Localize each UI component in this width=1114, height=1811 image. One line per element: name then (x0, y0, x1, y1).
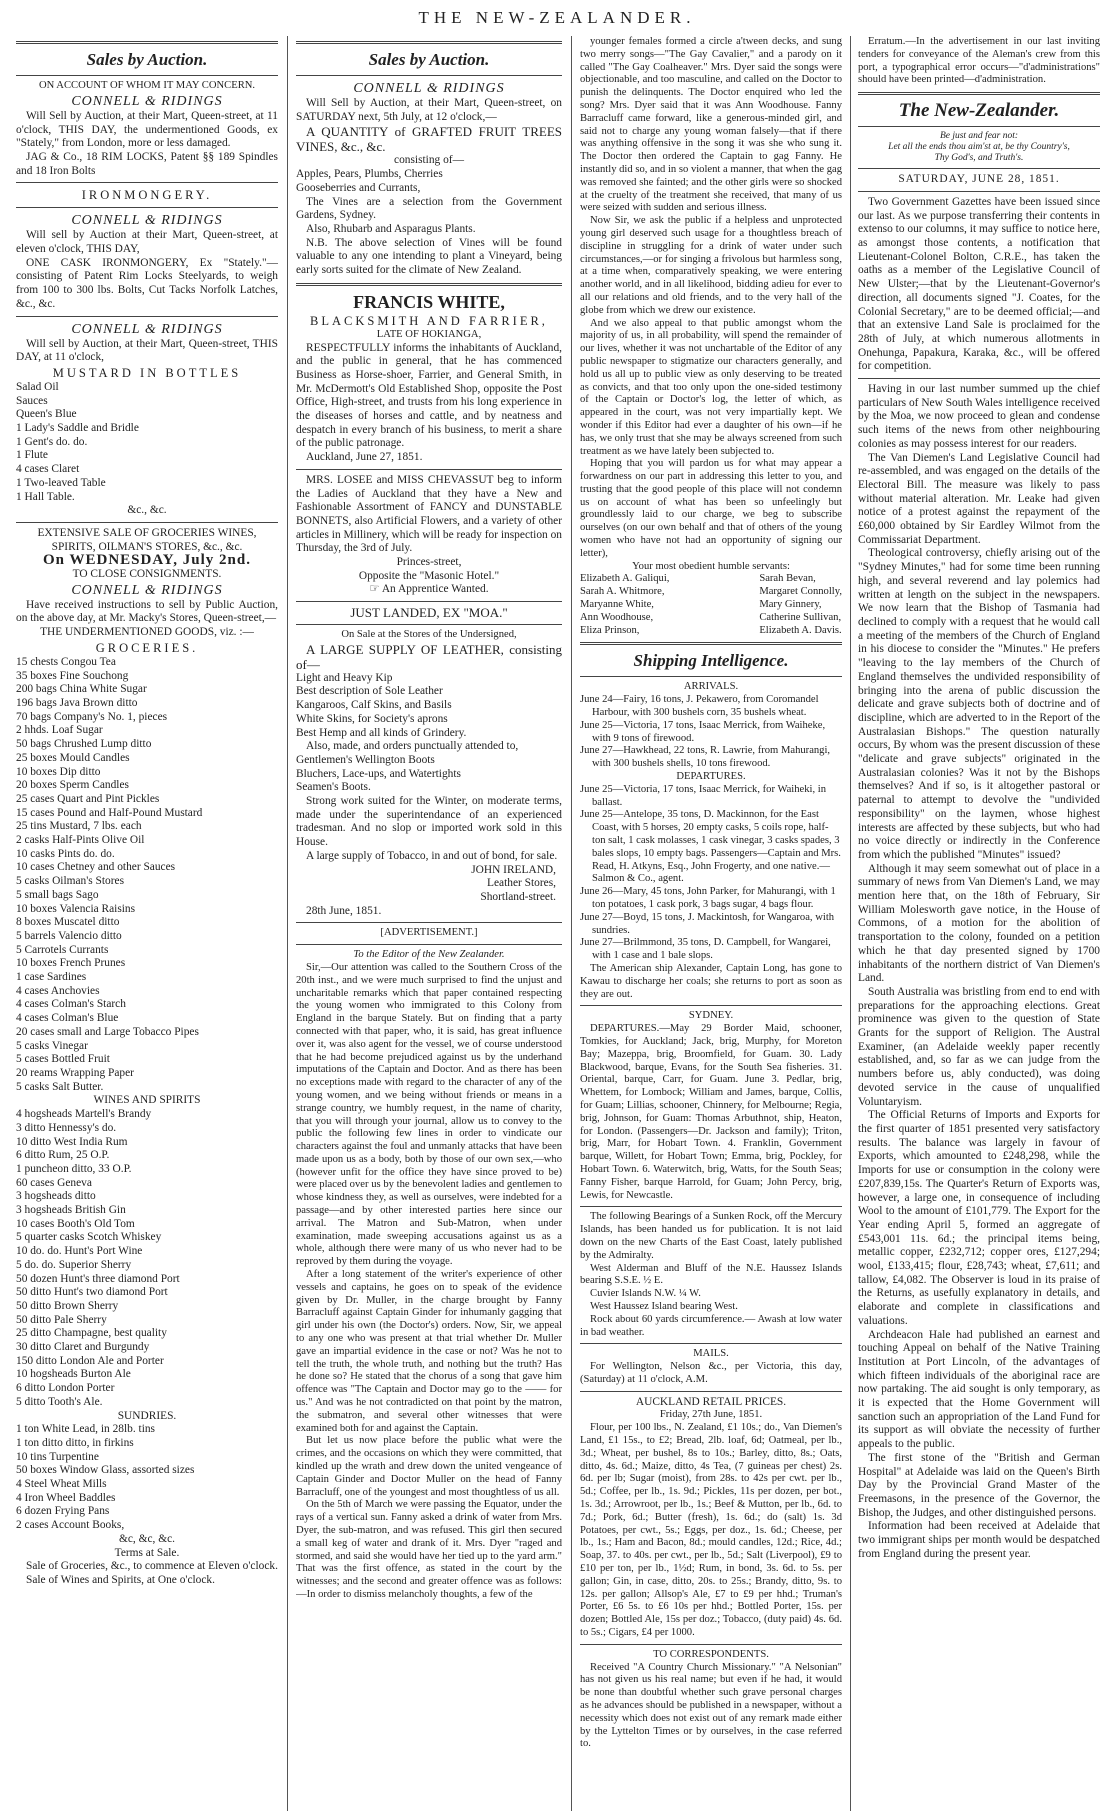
column-3 (580, 36, 842, 1811)
subheading: EXTENSIVE SALE OF GROCERIES WINES, SPIRITS, OILMAN'S STORES, &c., &c. (37, 526, 257, 553)
list-item: Sauces (16, 394, 48, 407)
list-item: 4 Steel Wheat Mills (16, 1478, 107, 1491)
subheading: IRONMONGERY. (81, 188, 213, 203)
list-item: 2 hhds. Loaf Sugar (16, 724, 103, 737)
list-item: June 27—Hawkhead, 22 tons, R. Lawrie, from Mahurangi, with 300 bushels shells, 10 tons firewood. (580, 745, 831, 770)
list-item: June 27—Boyd, 15 tons, J. Mackintosh, for Wangaroa, with sundries. (580, 911, 835, 936)
notice-line: ☞ An Apprentice Wanted. (369, 583, 489, 596)
list-item: 1 Two-leaved Table (16, 476, 106, 489)
ad-title: JUST LANDED, EX "MOA." (350, 605, 508, 621)
list-item: 50 ditto Hunt's two diamond Port (16, 1286, 168, 1299)
list-item: 1 ton White Lead, in 28lb. tins (16, 1423, 155, 1436)
divider (580, 642, 842, 645)
signatory-column (580, 573, 669, 637)
list-item: Light and Heavy Kip (296, 671, 393, 684)
list-item: 15 chests Congou Tea (16, 655, 116, 668)
signatory-name: Sarah Bevan, (759, 573, 816, 585)
signatory-name: Ann Woodhouse, (580, 611, 654, 623)
list-item: 10 boxes French Prunes (16, 957, 126, 970)
list-item: 1 Flute (16, 449, 48, 462)
list-item: 50 ditto Pale Sherry (16, 1313, 107, 1326)
paragraph: After a long statement of the writer's experience of other vessels and captains, he goes on to speak of the evidence given by Dr. Muller, in the charge brought by Fanny Barracluff against Captain Ginder for inhumanly gagging that girl under his own (the Doctor's) orders. Now, Sir, we appeal to any one who was present at that trial whether Dr. Muller gave an impartial evidence in the case or not? Was he not to tell the truth, the whole truth, and nothing but the truth? Has he done so? He stated that the chorus of a song that gave him offence was "The Captain and Doctor may go to the —— for us." And was he not contradicted on that point by the matron, the submatron, and several other witnesses that were examined both for and against the Captain. (296, 1269, 562, 1434)
list-item: 10 boxes Valencia Raisins (16, 902, 136, 915)
divider (580, 1005, 842, 1006)
list-item: June 25—Victoria, 17 tons, Isaac Merrick, from Waiheke, with 9 tons of firewood. (580, 719, 826, 744)
list-item: 20 boxes Sperm Candles (16, 779, 129, 792)
divider (16, 522, 278, 523)
terms: Terms at Sale. (114, 1546, 180, 1559)
signature-line: Leather Stores, (487, 877, 556, 890)
signatory-name: Mary Ginnery, (759, 599, 822, 611)
paragraph: Received "A Country Church Missionary." "A Nelsonian" has not given us his real name; but even if he had, it would be none than doubtful whether such grave personal charges as he advances should be published in a newspaper, without a necessity which does not exist out of any remark made either by the Lyttelton Times or by ourselves, in the case referred to. (580, 1661, 842, 1750)
list-item: Best description of Sole Leather (296, 685, 443, 698)
address-line: Princes-street, (396, 556, 462, 569)
letter-heading: To the Editor of the New Zealander. (353, 949, 505, 961)
motto: Be just and fear not: Let all the ends thou aim'st at, be thy Country's, Thy God's, and Truth's. (888, 131, 1070, 164)
paragraph: Will Sell by Auction, at their Mart, Queen-street, on SATURDAY next, 5th July, at 12 o'clock,— (296, 97, 562, 123)
list-item: 1 Lady's Saddle and Bridle (16, 422, 139, 435)
subheading: SYDNEY. (688, 1010, 734, 1022)
signatory-name: Elizabeth A. Galiqui, (580, 573, 670, 585)
divider (580, 1391, 842, 1392)
signature-line: Shortland-street. (480, 890, 556, 903)
paragraph: Sir,—Our attention was called to the Southern Cross of the 20th inst., and we were much surprised to find the unjust and uncharitable remarks which that paper contained respecting the young women who immigrated to this Colony from England in the barque Stately. But on finding that a party connected with that paper, who, it is said, has great influence over it, was also agent for the vessel, we of course understood that he had become prejudiced against us by the underhand imputations of the Captain and Doctor. And as there has been no exceptions made with regard to the character of any of the young women, and we being without friends or means in a strange country, we humbly request, in the name of charity, that you will through your journal, allow us to convey to the public the following few lines in order to vindicate our characters against the foul and unmanly attacks that have been made upon us as a body, both by those of our own sex,—who (however unfit for the office they have since proved to be) were placed over us by the benevolent ladies and gentlemen to whose kindness they, as well as ourselves, were indebted for a passage—and by other interested parties here since our arrival. The Matron and Sub-Matron, when under examination, made sweeping accusations against us as a whole, although there were many of us who never had to be reproved by them during the voyage. (296, 961, 562, 1268)
paragraph: Have received instructions to sell by Public Auction, on the above day, at Mr. Macky's Stores, Queen-street,— (16, 598, 278, 625)
sale-date: On WEDNESDAY, July 2nd. (43, 552, 251, 569)
column-4 (858, 36, 1100, 1811)
date-line: Auckland, June 27, 1851. (306, 451, 423, 464)
line: On Sale at the Stores of the Undersigned, (341, 628, 517, 640)
paragraph: Two Government Gazettes have been issued since our last. As we purpose transferring their contents in extenso to our columns, it may suffice to notice here, as amongst those contents, a notification that Lieutenant-Colonel Bolton, C.R.E., has taken the oaths as a member of the Legislative Council of New Ulster;—that by the Lieutenant-Governor's direction, all documents signed "J. Coates, for the Colonial Secretary," are to be deemed official;—and that an extensive Land Sale is proclaimed for the 28th of July, at which numerous allotments in Onehunga, Papakura, Karaka, &c., will be offered for competition. (858, 195, 1100, 373)
paragraph: Having in our last number summed up the chief particulars of New South Wales intelligence received by the Moa, we now proceed to glean and condense such items of the news from other neighbouring colonies as may possess interest for our readers. (858, 383, 1100, 450)
divider (16, 316, 278, 317)
list-item: 1 ton ditto ditto, in firkins (16, 1436, 134, 1449)
divider (296, 922, 562, 923)
divider (296, 469, 562, 470)
list-item: June 27—Brilmmond, 35 tons, D. Campbell, for Wangarei, with 1 case and 1 bale slops. (580, 937, 831, 962)
list-item: Queen's Blue (16, 408, 77, 421)
divider (858, 378, 1100, 379)
divider (16, 182, 278, 183)
list-item: 4 cases Colman's Blue (16, 1012, 119, 1025)
paragraph: Also, Rhubarb and Asparagus Plants. (306, 222, 476, 235)
list-item: Kangaroos, Calf Skins, and Basils (296, 699, 452, 712)
signatory-name: Catherine Sullivan, (759, 611, 842, 623)
paragraph: Flour, per 100 lbs., N. Zealand, £1 10s.; do., Van Diemen's Land, £1 15s., to £2; Bread, 2lb. loaf, 6d; Oatmeal, per lb., 3d.; Wheat, per bushel, 8s to 10s.; Barley, ditto, 8s.; Oats, ditto, 4s. 6d.; Maize, ditto, 4s Tea, (7 guineas per chest) 2s. 6d. per lb; Sugar (moist), from 28s. to 42s per cwt. per lb., 5d.; Coffee, per lb., 1s. 9d.; Pickles, 11s per dozen, per bot., 1s. 3d.; Arrowroot, per lb., 1s.; Beef & Mutton, per lb., 6d. to 7d.; Pork, 6d.; Butter (fresh), 1s. 6d.; do (salt) 1s. 3d Potatoes, per cwt., 5s.; Eggs, per doz., 1s. 6d.; Cheese, per lb., 1s.; Ham and Bacon, 8d.; mould candles, 12d.; Rice, 4d.; Soap, 37. to 40s. per cwt., per lb., 5d.; Salt (Liverpool), £9 to £10 per ton, per lb., 1½d; Rum, in bond, 3s. 6d. to 5s. per gallon; Gin, in case, ditto, 20s. to 25s.; Brandy, ditto, 9s. to 12s. per gallon; Allsop's Ale, £7 to £9 per hhd.; Truman's Porter, £6 5s. to £6 10s per hhd.; Bottled Porter, 15s. per dozen; Bottled Ale, 15s per doz.; Tobacco, (duty paid) 4s. 6d. to 5s.; Cigars, £4 per 1000. (580, 1422, 842, 1638)
list-item: 50 ditto Brown Sherry (16, 1299, 119, 1312)
paragraph: A large supply of Tobacco, in and out of bond, for sale. (306, 849, 558, 862)
firm-name: CONNELL & RIDINGS (71, 582, 223, 598)
list-item: 4 Iron Wheel Baddles (16, 1491, 116, 1504)
line: LATE OF HOKIANGA, (376, 328, 482, 340)
list-item: 10 do. do. Hunt's Port Wine (16, 1245, 143, 1258)
list-item: 6 ditto Rum, 25 O.P. (16, 1149, 110, 1162)
subheading: SUNDRIES. (117, 1409, 177, 1422)
list-item: Gooseberries and Currants, (296, 181, 421, 194)
divider (16, 75, 278, 76)
list-item: 2 casks Half-Pints Olive Oil (16, 834, 145, 847)
list-item: 3 hogsheads British Gin (16, 1204, 126, 1217)
list-item: 10 boxes Dip ditto (16, 765, 101, 778)
signatory-name: Eliza Prinson, (580, 624, 640, 636)
list-item: 5 small bags Sago (16, 888, 99, 901)
list-item: 5 do. do. Superior Sherry (16, 1258, 132, 1271)
paragraph: The American ship Alexander, Captain Long, has gone to Kawau to discharge her coals; she returns to port as soon as they are out. (580, 962, 842, 1000)
subheading: MAILS. (693, 1348, 729, 1360)
list-item: 3 hogsheads ditto (16, 1190, 96, 1203)
list-item: 10 ditto West India Rum (16, 1135, 128, 1148)
paragraph: The first stone of the "British and German Hospital" at Adelaide was laid on the Queen's Birth Day by the Provincial Grand Master of the Freemasons, in the presence of the Governor, the Bishop, the Judges, and other distinguished persons. (858, 1451, 1100, 1519)
paragraph: Will Sell by Auction, at their Mart, Queen-street, at 11 o'clock, THIS DAY, the undermentioned Goods, ex "Stately," from London, more or less damaged. (16, 109, 278, 150)
column-rule (850, 36, 851, 1811)
section-header: Sales by Auction. (86, 50, 208, 69)
list-item: 5 casks Vinegar (16, 1039, 88, 1052)
list-item: 50 bags Chrushed Lump ditto (16, 738, 152, 751)
list-item: 5 ditto Tooth's Ale. (16, 1395, 103, 1408)
paragraph: But let us now place before the public what were the crimes, and the occasions on which they were committed, that kindled up the wrath and drew down the united vengeance of Captain Ginder and Doctor Muller on the head of Fanny Barracluff, one of the youngest and most thoughtless of us all. (296, 1435, 562, 1498)
divider (858, 168, 1100, 169)
list-item: 150 ditto London Ale and Porter (16, 1354, 164, 1367)
list-item: 25 tins Mustard, 7 lbs. each (16, 820, 142, 833)
list-item: White Skins, for Society's aprons (296, 712, 448, 725)
signatory-name: Elizabeth A. Davis. (759, 624, 842, 636)
list-item: 5 casks Oilman's Stores (16, 875, 125, 888)
list-item: West Alderman and Bluff of the N.E. Haussez Islands bearing S.S.E. ½ E. (580, 1262, 842, 1287)
list-item: 70 bags Company's No. 1, pieces (16, 710, 168, 723)
firm-name: CONNELL & RIDINGS (71, 213, 223, 229)
list-item: 3 ditto Hennessy's do. (16, 1121, 117, 1134)
list-item: 5 quarter casks Scotch Whiskey (16, 1231, 162, 1244)
list-item: 8 boxes Muscatel ditto (16, 916, 120, 929)
subheading: THE UNDERMENTIONED GOODS, viz. :— (40, 626, 254, 639)
divider (16, 41, 278, 44)
signature-line: JOHN IRELAND, (471, 863, 556, 876)
list-item: 50 dozen Hunt's three diamond Port (16, 1272, 180, 1285)
paragraph: Although it may seem somewhat out of place in a summary of news from Van Diemen's Land, we may mention here that, on the 18th of February, Sir William Molesworth gave notice, in the House of Commons, of a motion for the abolition of transportation to the colony, founded on a petition which he that day presented signed by 1700 inhabitants of the northern district of Van Diemen's Land. (858, 862, 1100, 985)
column-1 (16, 36, 278, 1811)
signatories (580, 573, 842, 637)
paragraph: Also, made, and orders punctually attended to, (306, 740, 519, 753)
divider (296, 944, 562, 945)
list-item: 15 cases Pound and Half-Pound Mustard (16, 806, 203, 819)
divider (858, 191, 1100, 192)
list-item: 1 Gent's do. do. (16, 435, 88, 448)
divider (858, 126, 1100, 127)
list-item: 35 boxes Fine Souchong (16, 669, 129, 682)
paragraph: younger females formed a circle a'tween decks, and sung two merry songs—"The Gay Cavalier," and a parody on it called "The Gay Coalheaver." Mrs. Dyer said the songs were objectionable, and too masculine, and called on the Doctor to punish the delinquents. The Doctor enquired who led the song? Mrs. Dyer said that it was Ann Woodhouse. Fanny Barracluff came forward, like a generous-minded girl, and said not to charge any young woman falsely—that if there was anything offensive in the song it was she who sung it. The Doctor then ordered the Captain to gag Fanny. He instantly did so, and in so violent a manner, that when the gag was removed she fainted; and the other girls were so shocked at the cruelty of the treatment she received, that many of us were seized with sudden and serious illness. (580, 36, 842, 214)
list-item: 6 dozen Frying Pans (16, 1505, 110, 1518)
list-item: Cuvier Islands N.W. ¼ W. (590, 1288, 701, 1300)
list-item: Best Hemp and all kinds of Grindery. (296, 726, 467, 739)
list-item: June 25—Antelope, 35 tons, D. Mackinnon, for the East Coast, with 5 horses, 20 empty casks, 5 coils rope, half-ton salt, 1 cask molasses, 1 cask vinegar, 3 casks spades, 3 bales slops, 10 empty bags. Passengers—Captain and Mrs. Read, H. Atkyns, Esq., John Frogerty, and one native.—Salmon & Co., agent. (580, 809, 841, 885)
masthead: THE NEW-ZEALANDER. (418, 8, 696, 27)
subheading: MUSTARD IN BOTTLES (52, 365, 242, 380)
list-item: Seamen's Boots. (296, 781, 371, 794)
list-item: June 24—Fairy, 16 tons, J. Pekawero, from Coromandel Harbour, with 300 bushels corn, 35 bushels wheat. (580, 694, 819, 719)
signatory-name: Maryanne White, (580, 599, 654, 611)
subheading: ARRIVALS. (683, 681, 739, 693)
list-item: 25 boxes Mould Candles (16, 751, 130, 764)
list-item: 10 hogsheads Burton Ale (16, 1368, 131, 1381)
list-item: 5 barrels Valencio ditto (16, 929, 122, 942)
list-item: June 25—Victoria, 17 tons, Isaac Merrick, for Waiheki, in ballast. (580, 783, 827, 808)
erratum: Erratum.—In the advertisement in our last inviting tenders for conveyance of the Aleman's crew from this port, a typographical error occurs—"d'administrations" should have been printed—d'administration. (858, 36, 1100, 86)
paragraph: Will sell by Auction at their Mart, Queen-street, at eleven o'clock, THIS DAY, (16, 229, 278, 256)
firm-name: CONNELL & RIDINGS (71, 93, 223, 109)
line: ON ACCOUNT OF WHOM IT MAY CONCERN. (38, 80, 256, 91)
list-item: 2 cases Account Books, (16, 1519, 125, 1532)
list-item: 60 cases Geneva (16, 1176, 92, 1189)
list-item: &c., &c. (127, 504, 167, 517)
paragraph: RESPECTFULLY informs the inhabitants of Auckland, and the public in general, that he has commenced Business as Horse-shoer, Farrier, and General Smith, in Mr. McDermott's Old Established Shop, opposite the Post Office, High-street, and trusts from his long experience in the diseases of horses and cattle, and by neatness and despatch in every branch of his business, to merit a share of the public patronage. (296, 341, 562, 450)
paragraph: Sale of Wines and Spirits, at One o'clock. (26, 1574, 215, 1586)
paragraph: ONE CASK IRONMONGERY, Ex "Stately."—consisting of Patent Rim Locks Steelyards, to weigh from 100 to 300 lbs. Bolts, Cut Tacks Norfolk Latches, &c., &c. (16, 256, 278, 310)
paragraph: Theological controversy, chiefly arising out of the "Sydney Minutes," had for some time been running high, and several reverend and lay polemics had written at length on the subject in the newspapers. We now learn that the Bishop of Tasmania had declined to comply with a request that he would call a meeting of the members of the Church of England in his diocese to consider the "Minutes." He prefers "leaving to the lay members of the Church of England themselves the undivided responsibility of bringing into the arena of public discussion the delicate and grave subjects both of doctrine and of discipline, which are adverted to in the Report of the Australasian Bishops." The question naturally occurs, By whom was the present discussion of these "delicate and grave subjects" originated in the Australasian colonies? Was it not by the Bishops themselves? And if so, is it altogether pastoral or paternal to attempt to devolve the "undivided responsibility" on the laymen, whose highest interests are affected by these subjects, but who had no voice directly or indirectly in the Conference from which the published "Minutes" issued? (858, 547, 1100, 861)
section-header: Shipping Intelligence. (633, 651, 789, 671)
line: consisting of— (394, 154, 464, 167)
paragraph: Archdeacon Hale had published an earnest and touching Appeal on behalf of the Native Training Institution at Port Lincoln, of the advantages of which fifteen individuals of the aboriginal race are now partaking. The aid sought is only temporary, as it is expected that the Home Government will sanction such an appropriation of the Land Fund for its support as will obviate the necessity of further appeals to the public. (858, 1328, 1100, 1451)
list-item: 5 casks Salt Butter. (16, 1080, 104, 1093)
issue-date: SATURDAY, JUNE 28, 1851. (898, 173, 1060, 186)
paragraph: The following Bearings of a Sunken Rock, off the Mercury Islands, has been handed us for publication. It is not laid down on the new Charts of the East Coast, lately published by the Admiralty. (580, 1211, 842, 1261)
list-item: 5 cases Bottled Fruit (16, 1053, 110, 1066)
subheading: GROCERIES. (95, 640, 199, 655)
divider (580, 676, 842, 677)
divider (296, 75, 562, 76)
subheading: BLACKSMITH AND FARRIER, (310, 313, 548, 328)
column-rule (571, 36, 572, 1811)
paper-title: The New-Zealander. (898, 100, 1060, 122)
list-item: &c, &c, &c. (119, 1532, 175, 1545)
paragraph: Strong work suited for the Winter, on moderate terms, made under the superintendance of an experienced tradesman. And no slop or imported work sold in this House. (296, 795, 562, 849)
list-item: 200 bags China White Sugar (16, 683, 147, 696)
ad-title: FRANCIS WHITE, (353, 291, 505, 312)
divider (858, 92, 1100, 95)
list-item: 4 cases Anchovies (16, 984, 100, 997)
list-item: 10 tins Turpentine (16, 1450, 99, 1463)
list-item: Apples, Pears, Plumbs, Cherries (296, 168, 443, 181)
list-item: 4 hogsheads Martell's Brandy (16, 1108, 152, 1121)
column-rule (287, 36, 288, 1811)
list-item: 1 Hall Table. (16, 490, 75, 503)
list-item: 10 cases Booth's Old Tom (16, 1217, 135, 1230)
paragraph: South Australia was bristling from end to end with preparations for the approaching elections. Great prominence was given to the question of State Grants for the support of Religion. The Austral Examiner, (an Adelaide weekly paper recently established, and, so far as we can judge from the numbers before us, ably conducted), was doing devoted service in the cause of unqualified Voluntaryism. (858, 985, 1100, 1108)
list-item: 25 ditto Champagne, best quality (16, 1327, 167, 1340)
divider (580, 1644, 842, 1645)
subheading: TO CLOSE CONSIGNMENTS. (72, 568, 222, 581)
closing-line: Your most obedient humble servants: (632, 560, 790, 572)
subheading: DEPARTURES. (676, 771, 746, 783)
paragraph: For Wellington, Nelson &c., per Victoria, this day, (Saturday) at 11 o'clock, A.M. (580, 1361, 842, 1385)
list-item: 20 reams Wrapping Paper (16, 1066, 134, 1079)
paragraph: The Official Returns of Imports and Exports for the first quarter of 1851 presented very satisfactory results. The balance was largely in favour of Exports, which amounted to £248,298, while the Imports for use or consumption in the colony were £207,839,15s. The Quarter's Return of Exports was, however, a large one, in consequence of including Wool to the amount of £101,779. The Export for the Year ending April 5, formed an aggregate of £543,001 11s. 6d.; the principal items being, metallic copper, £232,712; copper ores, £127,294; wool, £133,415; flour, £28,743; wheat, £7,611; and tallow, £4,082. The Observer is loud in its praise of the Returns, as usefully explanatory in details, and elaborate and complete in classifications and valuations. (858, 1109, 1100, 1327)
list-item: Bluchers, Lace-ups, and Watertights (296, 767, 461, 780)
list-item: West Haussez Island bearing West. (590, 1300, 738, 1312)
divider (296, 283, 562, 286)
divider (296, 601, 562, 602)
list-item: 6 ditto London Porter (16, 1382, 115, 1395)
paragraph: Now Sir, we ask the public if a helpless and unprotected young girl deserved such usage for a thoughtless breach of discipline in struggling for a drink of water under such circumstances,—or for singing a frivolous but harmless song, at a time when, comparatively speaking, we were entering another world, and in all likelihood, bidding adieu for ever to all our relations and old friends, and to the very hall of the globe from which we drew our existence. (580, 215, 842, 316)
section-header: Sales by Auction. (368, 50, 490, 69)
column-2 (296, 36, 562, 1811)
lead-text: A QUANTITY of GRAFTED FRUIT TREES VINES, &c., &c. (296, 124, 562, 155)
list-item: 4 cases Claret (16, 463, 80, 476)
advertisement-label: [ADVERTISEMENT.] (380, 927, 478, 939)
firm-name: CONNELL & RIDINGS (71, 321, 223, 337)
firm-name: CONNELL & RIDINGS (353, 81, 505, 96)
paragraph: DEPARTURES.—May 29 Border Maid, schooner, Tomkies, for Auckland; Jack, brig, Murphy, for Moreton Bay; Mazeppa, brig, Broomfield, for Guam. 30. Lady Blackwood, barque, Evans, for the South Sea fisheries. 31. Oriental, barque, Carr, for Guam. June 3. Pedlar, brig, Whettem, for Lombock; William and James, barque, Collis, for Guam; Lillias, schooner, Chinnery, for Melbourne; Regia, brig, Johnson, for Guam: Thomas Arbuthnot, ship, Heaton, for London. (Passengers—Dr. Jackson and family); Triton, brig, Marr, for Hobart Town. 4. Franklin, Government barque, Willett, for Hobart Town; Emma, brig, Pockley, for Hobart Town. 6. Waterwitch, brig, Watts, for the South Seas; Fanny Fisher, barque Harrold, for Guam; John Percy, brig, Lewis, for Newcastle. (580, 1023, 842, 1201)
signatory-name: Sarah A. Whitmore, (580, 586, 665, 598)
list-item: 50 boxes Window Glass, assorted sizes (16, 1464, 195, 1477)
date-line: 28th June, 1851. (306, 904, 382, 917)
paragraph: Information had been received at Adelaide that two immigrant ships per month would be despatched from England during the present year. (858, 1520, 1100, 1560)
divider (296, 41, 562, 44)
list-item: 4 cases Colman's Starch (16, 998, 126, 1011)
divider (16, 207, 278, 208)
paragraph: The Vines are a selection from the Government Gardens, Sydney. (296, 195, 562, 222)
list-item: 30 ditto Claret and Burgundy (16, 1341, 150, 1354)
address-line: Opposite the "Masonic Hotel." (358, 569, 500, 582)
paragraph: Rock about 60 yards circumference.— Awash at low water in bad weather. (580, 1313, 842, 1338)
list-item: 1 puncheon ditto, 33 O.P. (16, 1162, 132, 1175)
signatory-column (759, 573, 842, 637)
list-item: 196 bags Java Brown ditto (16, 697, 138, 709)
paragraph: JAG & Co., 18 RIM LOCKS, Patent §§ 189 Spindles and 18 Iron Bolts (16, 150, 278, 177)
list-item: June 26—Mary, 45 tons, John Parker, for Mahurangi, with 1 ton potatoes, 1 cask pork, 3 bags sugar, 4 bags flour. (580, 886, 836, 910)
subheading: AUCKLAND RETAIL PRICES. (635, 1395, 787, 1408)
list-item: 25 cases Quart and Pint Pickles (16, 792, 160, 805)
signatory-name: Margaret Connolly, (759, 586, 842, 598)
paragraph: The Van Diemen's Land Legislative Council had re-assembled, and was engaged on the details of the Electoral Bill. The measure was likely to pass without material alteration. Mr. Leake had given notice of a protest against the repayment of the £60,000 obtained by Sir Eardley Wilmot from the Commissariat Department. (858, 451, 1100, 546)
list-item: 10 cases Chetney and other Sauces (16, 861, 176, 874)
list-item: 1 case Sardines (16, 971, 87, 984)
paragraph: N.B. The above selection of Vines will be found valuable to any one intending to plant a Vineyard, being early sorts suited for the climate of New Zealand. (296, 236, 562, 277)
list-item: 10 casks Pints do. do. (16, 847, 115, 860)
divider (580, 1206, 842, 1207)
paragraph: MRS. LOSEE and MISS CHEVASSUT beg to inform the Ladies of Auckland that they have a New and Fashionable Assortment of FANCY and DUNSTABLE BONNETS, also Artificial Flowers, and a variety of other articles in Millinery, which will be ready for inspection on Thursday, the 3rd of July. (296, 473, 562, 555)
paragraph: On the 5th of March we were passing the Equator, under the rays of a vertical sun. Fanny asked a drink of water from Mrs. Dyer, the sub-matron, and was refused. This girl then secured a small keg of water and drank of it. Mrs. Dyer "raged and stormed, and said she would have her tied up to the yard arm." That was the first offence, as stated in the court by the witnesses; and the second and greater offence was as follows:—In order to dismiss melancholy thoughts, a few of the (296, 1499, 562, 1600)
list-item: Salad Oil (16, 380, 59, 393)
subheading: TO CORRESPONDENTS. (653, 1648, 769, 1660)
divider (580, 1343, 842, 1344)
list-item: Gentlemen's Wellington Boots (296, 753, 435, 766)
paragraph: And we also appeal to that public amongst whom the majority of us, in all probability, will spend the remainder of our lives, whether it was not unchartable of the Editor of any public newspaper to stigmatize our characters generally, and hold us all up to public view as only deserving to be treated as convicts, and that too only upon the one-sided testimony of the Captain or Doctor's log, the letter of which, as appeared in the court, was not very impartially kept. We wonder if this Editor had ever a daughter of his own—if he has, we only trust that she may be always screened from such treatment as we have lately been subjected to. (580, 317, 842, 457)
list-item: 20 cases small and Large Tobacco Pipes (16, 1025, 199, 1038)
paragraph: Will sell by Auction, at their Mart, Queen-street, THIS DAY, at 11 o'clock, (16, 337, 278, 364)
lead-text: A LARGE SUPPLY OF LEATHER, consisting of— (296, 641, 562, 672)
subheading: WINES AND SPIRITS (93, 1094, 201, 1107)
paragraph: Sale of Groceries, &c., to commence at Eleven o'clock. (26, 1560, 278, 1573)
date-line: Friday, 27th June, 1851. (659, 1409, 763, 1421)
list-item: 5 Carrotels Currants (16, 943, 109, 956)
divider (296, 624, 562, 625)
paragraph: Hoping that you will pardon us for what may appear a forwardness on our part in addressing this letter to you, and trusting that the good people of this place will not condemn us on account of what has been so unfeelingly but groundlessly laid to our charge, we beg to subscribe ourselves (on our own behalf and that of others of the young women who have not had an opportunity of signing our letter), (580, 458, 842, 559)
